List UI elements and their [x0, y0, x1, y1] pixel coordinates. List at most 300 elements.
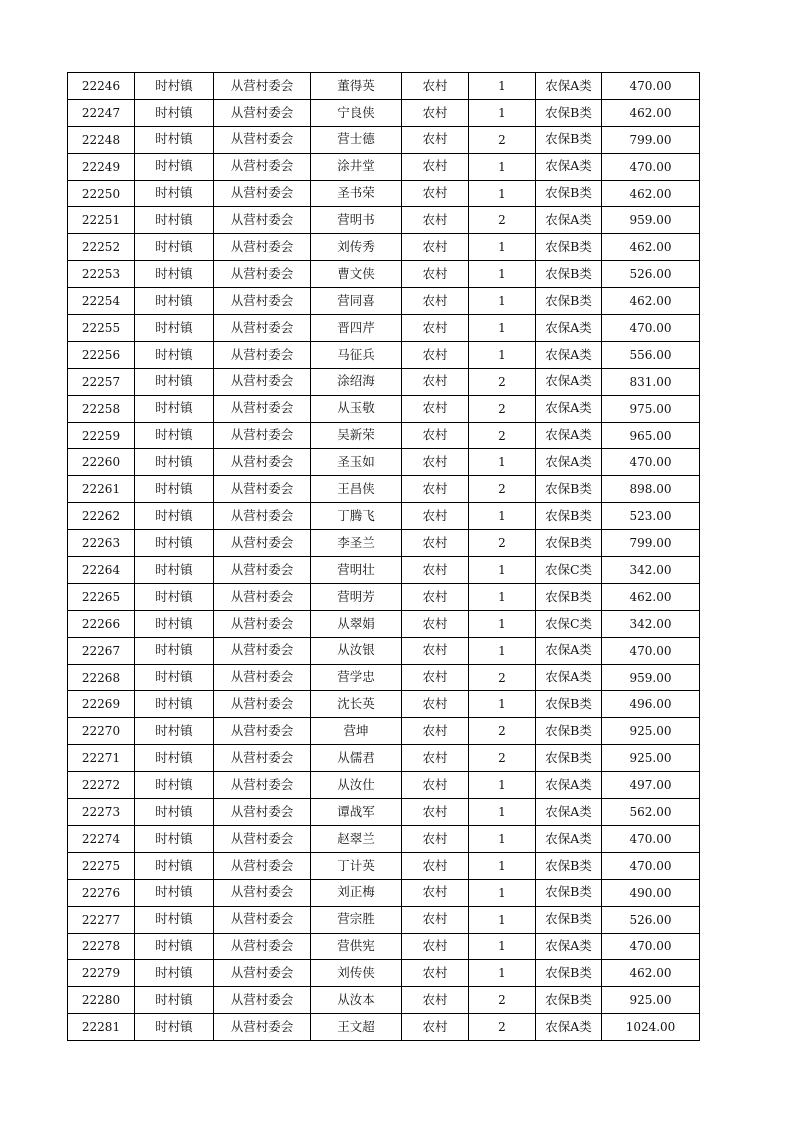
town-cell: 时村镇 — [135, 772, 214, 799]
insurance-category-cell: 农保B类 — [536, 960, 602, 987]
village-cell: 从营村委会 — [214, 745, 311, 772]
person-name-cell: 李圣兰 — [311, 530, 402, 557]
household-count-cell: 1 — [469, 261, 536, 288]
amount-cell: 562.00 — [602, 799, 700, 826]
record-id-cell: 22264 — [68, 557, 135, 584]
village-cell: 从营村委会 — [214, 476, 311, 503]
record-id-cell: 22268 — [68, 664, 135, 691]
town-cell: 时村镇 — [135, 476, 214, 503]
table-row — [68, 987, 700, 1014]
amount-cell: 831.00 — [602, 368, 700, 395]
person-name-cell: 营士德 — [311, 126, 402, 153]
person-name-cell: 晋四芹 — [311, 315, 402, 342]
village-cell: 从营村委会 — [214, 825, 311, 852]
area-type-cell: 农村 — [402, 718, 469, 745]
village-cell: 从营村委会 — [214, 422, 311, 449]
area-type-cell: 农村 — [402, 691, 469, 718]
household-count-cell: 2 — [469, 422, 536, 449]
table-row — [68, 261, 700, 288]
village-cell: 从营村委会 — [214, 153, 311, 180]
village-cell: 从营村委会 — [214, 530, 311, 557]
town-cell: 时村镇 — [135, 207, 214, 234]
village-cell: 从营村委会 — [214, 987, 311, 1014]
insurance-category-cell: 农保A类 — [536, 825, 602, 852]
village-cell: 从营村委会 — [214, 73, 311, 100]
person-name-cell: 丁腾飞 — [311, 503, 402, 530]
table-row — [68, 73, 700, 100]
household-count-cell: 1 — [469, 557, 536, 584]
household-count-cell: 2 — [469, 987, 536, 1014]
table-row — [68, 906, 700, 933]
household-count-cell: 2 — [469, 1014, 536, 1041]
person-name-cell: 从汝仕 — [311, 772, 402, 799]
town-cell: 时村镇 — [135, 933, 214, 960]
table-row — [68, 557, 700, 584]
record-id-cell: 22246 — [68, 73, 135, 100]
table-row — [68, 852, 700, 879]
insurance-category-cell: 农保A类 — [536, 422, 602, 449]
town-cell: 时村镇 — [135, 1014, 214, 1041]
insurance-category-cell: 农保A类 — [536, 799, 602, 826]
amount-cell: 925.00 — [602, 718, 700, 745]
record-id-cell: 22280 — [68, 987, 135, 1014]
insurance-category-cell: 农保C类 — [536, 610, 602, 637]
insurance-category-cell: 农保B类 — [536, 180, 602, 207]
person-name-cell: 董得英 — [311, 73, 402, 100]
record-id-cell: 22266 — [68, 610, 135, 637]
insurance-category-cell: 农保B类 — [536, 288, 602, 315]
town-cell: 时村镇 — [135, 852, 214, 879]
town-cell: 时村镇 — [135, 449, 214, 476]
person-name-cell: 涂绍海 — [311, 368, 402, 395]
amount-cell: 470.00 — [602, 315, 700, 342]
table-row — [68, 449, 700, 476]
amount-cell: 523.00 — [602, 503, 700, 530]
person-name-cell: 吴新荣 — [311, 422, 402, 449]
insurance-category-cell: 农保B类 — [536, 745, 602, 772]
record-id-cell: 22265 — [68, 583, 135, 610]
village-cell: 从营村委会 — [214, 799, 311, 826]
area-type-cell: 农村 — [402, 207, 469, 234]
household-count-cell: 1 — [469, 288, 536, 315]
town-cell: 时村镇 — [135, 261, 214, 288]
amount-cell: 497.00 — [602, 772, 700, 799]
table-row — [68, 422, 700, 449]
household-count-cell: 1 — [469, 449, 536, 476]
record-id-cell: 22276 — [68, 879, 135, 906]
amount-cell: 799.00 — [602, 126, 700, 153]
table-row — [68, 530, 700, 557]
table-row — [68, 691, 700, 718]
household-count-cell: 1 — [469, 960, 536, 987]
household-count-cell: 1 — [469, 637, 536, 664]
table-row — [68, 207, 700, 234]
town-cell: 时村镇 — [135, 422, 214, 449]
table-body — [68, 73, 700, 1041]
record-id-cell: 22249 — [68, 153, 135, 180]
town-cell: 时村镇 — [135, 126, 214, 153]
area-type-cell: 农村 — [402, 341, 469, 368]
record-id-cell: 22269 — [68, 691, 135, 718]
village-cell: 从营村委会 — [214, 261, 311, 288]
household-count-cell: 1 — [469, 852, 536, 879]
amount-cell: 342.00 — [602, 610, 700, 637]
household-count-cell: 1 — [469, 933, 536, 960]
amount-cell: 470.00 — [602, 852, 700, 879]
area-type-cell: 农村 — [402, 422, 469, 449]
household-count-cell: 2 — [469, 745, 536, 772]
town-cell: 时村镇 — [135, 315, 214, 342]
table-row — [68, 772, 700, 799]
insurance-category-cell: 农保B类 — [536, 99, 602, 126]
insurance-category-cell: 农保B类 — [536, 503, 602, 530]
area-type-cell: 农村 — [402, 395, 469, 422]
person-name-cell: 涂井堂 — [311, 153, 402, 180]
household-count-cell: 1 — [469, 583, 536, 610]
village-cell: 从营村委会 — [214, 583, 311, 610]
table-row — [68, 933, 700, 960]
village-cell: 从营村委会 — [214, 288, 311, 315]
table-row — [68, 960, 700, 987]
person-name-cell: 圣玉如 — [311, 449, 402, 476]
insurance-category-cell: 农保A类 — [536, 73, 602, 100]
household-count-cell: 1 — [469, 906, 536, 933]
village-cell: 从营村委会 — [214, 879, 311, 906]
insurance-category-cell: 农保B类 — [536, 879, 602, 906]
village-cell: 从营村委会 — [214, 395, 311, 422]
town-cell: 时村镇 — [135, 503, 214, 530]
table-row — [68, 341, 700, 368]
table-row — [68, 879, 700, 906]
record-id-cell: 22256 — [68, 341, 135, 368]
table-row — [68, 610, 700, 637]
town-cell: 时村镇 — [135, 691, 214, 718]
village-cell: 从营村委会 — [214, 99, 311, 126]
insurance-category-cell: 农保A类 — [536, 207, 602, 234]
town-cell: 时村镇 — [135, 395, 214, 422]
table-row — [68, 745, 700, 772]
table-row — [68, 718, 700, 745]
area-type-cell: 农村 — [402, 745, 469, 772]
amount-cell: 462.00 — [602, 234, 700, 261]
record-id-cell: 22254 — [68, 288, 135, 315]
person-name-cell: 刘传侠 — [311, 960, 402, 987]
person-name-cell: 赵翠兰 — [311, 825, 402, 852]
village-cell: 从营村委会 — [214, 341, 311, 368]
area-type-cell: 农村 — [402, 583, 469, 610]
record-id-cell: 22278 — [68, 933, 135, 960]
table-row — [68, 126, 700, 153]
table-row — [68, 315, 700, 342]
record-id-cell: 22251 — [68, 207, 135, 234]
town-cell: 时村镇 — [135, 73, 214, 100]
area-type-cell: 农村 — [402, 449, 469, 476]
household-count-cell: 1 — [469, 99, 536, 126]
person-name-cell: 从汝本 — [311, 987, 402, 1014]
amount-cell: 959.00 — [602, 207, 700, 234]
person-name-cell: 马征兵 — [311, 341, 402, 368]
area-type-cell: 农村 — [402, 315, 469, 342]
person-name-cell: 丁计英 — [311, 852, 402, 879]
household-count-cell: 1 — [469, 73, 536, 100]
table-row — [68, 368, 700, 395]
area-type-cell: 农村 — [402, 664, 469, 691]
amount-cell: 925.00 — [602, 745, 700, 772]
person-name-cell: 王昌侠 — [311, 476, 402, 503]
record-id-cell: 22255 — [68, 315, 135, 342]
village-cell: 从营村委会 — [214, 691, 311, 718]
amount-cell: 470.00 — [602, 73, 700, 100]
table-row — [68, 583, 700, 610]
household-count-cell: 1 — [469, 180, 536, 207]
town-cell: 时村镇 — [135, 718, 214, 745]
town-cell: 时村镇 — [135, 664, 214, 691]
record-id-cell: 22272 — [68, 772, 135, 799]
household-count-cell: 2 — [469, 126, 536, 153]
amount-cell: 898.00 — [602, 476, 700, 503]
area-type-cell: 农村 — [402, 825, 469, 852]
area-type-cell: 农村 — [402, 476, 469, 503]
table-row — [68, 288, 700, 315]
village-cell: 从营村委会 — [214, 933, 311, 960]
record-id-cell: 22262 — [68, 503, 135, 530]
village-cell: 从营村委会 — [214, 718, 311, 745]
record-id-cell: 22258 — [68, 395, 135, 422]
record-id-cell: 22250 — [68, 180, 135, 207]
amount-cell: 526.00 — [602, 906, 700, 933]
area-type-cell: 农村 — [402, 799, 469, 826]
record-id-cell: 22257 — [68, 368, 135, 395]
household-count-cell: 1 — [469, 799, 536, 826]
insurance-category-cell: 农保B类 — [536, 718, 602, 745]
household-count-cell: 1 — [469, 503, 536, 530]
record-id-cell: 22279 — [68, 960, 135, 987]
village-cell: 从营村委会 — [214, 368, 311, 395]
person-name-cell: 从玉敬 — [311, 395, 402, 422]
village-cell: 从营村委会 — [214, 906, 311, 933]
amount-cell: 462.00 — [602, 288, 700, 315]
amount-cell: 959.00 — [602, 664, 700, 691]
amount-cell: 975.00 — [602, 395, 700, 422]
household-count-cell: 1 — [469, 153, 536, 180]
amount-cell: 462.00 — [602, 99, 700, 126]
record-id-cell: 22273 — [68, 799, 135, 826]
person-name-cell: 从翠娟 — [311, 610, 402, 637]
amount-cell: 462.00 — [602, 960, 700, 987]
area-type-cell: 农村 — [402, 99, 469, 126]
amount-cell: 470.00 — [602, 825, 700, 852]
insurance-category-cell: 农保B类 — [536, 261, 602, 288]
record-id-cell: 22274 — [68, 825, 135, 852]
table-row — [68, 153, 700, 180]
person-name-cell: 沈长英 — [311, 691, 402, 718]
area-type-cell: 农村 — [402, 126, 469, 153]
town-cell: 时村镇 — [135, 879, 214, 906]
area-type-cell: 农村 — [402, 987, 469, 1014]
village-cell: 从营村委会 — [214, 557, 311, 584]
town-cell: 时村镇 — [135, 99, 214, 126]
town-cell: 时村镇 — [135, 583, 214, 610]
record-id-cell: 22260 — [68, 449, 135, 476]
insurance-category-cell: 农保A类 — [536, 341, 602, 368]
table-row — [68, 1014, 700, 1041]
table-row — [68, 99, 700, 126]
amount-cell: 342.00 — [602, 557, 700, 584]
amount-cell: 925.00 — [602, 987, 700, 1014]
area-type-cell: 农村 — [402, 610, 469, 637]
household-count-cell: 2 — [469, 718, 536, 745]
record-id-cell: 22270 — [68, 718, 135, 745]
village-cell: 从营村委会 — [214, 852, 311, 879]
household-count-cell: 1 — [469, 610, 536, 637]
village-cell: 从营村委会 — [214, 610, 311, 637]
area-type-cell: 农村 — [402, 933, 469, 960]
area-type-cell: 农村 — [402, 368, 469, 395]
amount-cell: 470.00 — [602, 933, 700, 960]
person-name-cell: 营明芳 — [311, 583, 402, 610]
amount-cell: 496.00 — [602, 691, 700, 718]
record-id-cell: 22281 — [68, 1014, 135, 1041]
town-cell: 时村镇 — [135, 180, 214, 207]
area-type-cell: 农村 — [402, 288, 469, 315]
town-cell: 时村镇 — [135, 368, 214, 395]
area-type-cell: 农村 — [402, 153, 469, 180]
table-row — [68, 664, 700, 691]
person-name-cell: 从汝银 — [311, 637, 402, 664]
insurance-category-cell: 农保B类 — [536, 530, 602, 557]
village-cell: 从营村委会 — [214, 637, 311, 664]
household-count-cell: 2 — [469, 664, 536, 691]
amount-cell: 1024.00 — [602, 1014, 700, 1041]
person-name-cell: 营学忠 — [311, 664, 402, 691]
village-cell: 从营村委会 — [214, 1014, 311, 1041]
town-cell: 时村镇 — [135, 530, 214, 557]
insurance-category-cell: 农保A类 — [536, 315, 602, 342]
table-row — [68, 395, 700, 422]
person-name-cell: 宁良侠 — [311, 99, 402, 126]
town-cell: 时村镇 — [135, 557, 214, 584]
area-type-cell: 农村 — [402, 530, 469, 557]
insurance-category-cell: 农保B类 — [536, 852, 602, 879]
amount-cell: 799.00 — [602, 530, 700, 557]
area-type-cell: 农村 — [402, 772, 469, 799]
insurance-category-cell: 农保A类 — [536, 933, 602, 960]
insurance-category-cell: 农保B类 — [536, 906, 602, 933]
table-row — [68, 234, 700, 261]
village-cell: 从营村委会 — [214, 126, 311, 153]
record-id-cell: 22277 — [68, 906, 135, 933]
town-cell: 时村镇 — [135, 987, 214, 1014]
household-count-cell: 2 — [469, 368, 536, 395]
record-id-cell: 22263 — [68, 530, 135, 557]
area-type-cell: 农村 — [402, 1014, 469, 1041]
village-cell: 从营村委会 — [214, 449, 311, 476]
person-name-cell: 刘传秀 — [311, 234, 402, 261]
town-cell: 时村镇 — [135, 341, 214, 368]
amount-cell: 965.00 — [602, 422, 700, 449]
table-row — [68, 825, 700, 852]
area-type-cell: 农村 — [402, 261, 469, 288]
insurance-category-cell: 农保A类 — [536, 664, 602, 691]
town-cell: 时村镇 — [135, 234, 214, 261]
table-row — [68, 503, 700, 530]
town-cell: 时村镇 — [135, 799, 214, 826]
record-id-cell: 22247 — [68, 99, 135, 126]
insurance-category-cell: 农保A类 — [536, 1014, 602, 1041]
insurance-category-cell: 农保A类 — [536, 368, 602, 395]
table-row — [68, 476, 700, 503]
amount-cell: 462.00 — [602, 583, 700, 610]
insurance-category-cell: 农保A类 — [536, 395, 602, 422]
insurance-category-cell: 农保A类 — [536, 772, 602, 799]
town-cell: 时村镇 — [135, 610, 214, 637]
area-type-cell: 农村 — [402, 960, 469, 987]
person-name-cell: 营宗胜 — [311, 906, 402, 933]
village-cell: 从营村委会 — [214, 207, 311, 234]
record-id-cell: 22267 — [68, 637, 135, 664]
town-cell: 时村镇 — [135, 825, 214, 852]
village-cell: 从营村委会 — [214, 960, 311, 987]
insurance-category-cell: 农保A类 — [536, 637, 602, 664]
area-type-cell: 农村 — [402, 637, 469, 664]
amount-cell: 470.00 — [602, 637, 700, 664]
record-id-cell: 22271 — [68, 745, 135, 772]
person-name-cell: 圣书荣 — [311, 180, 402, 207]
village-cell: 从营村委会 — [214, 664, 311, 691]
beneficiary-table — [67, 72, 700, 1041]
amount-cell: 470.00 — [602, 153, 700, 180]
household-count-cell: 1 — [469, 315, 536, 342]
area-type-cell: 农村 — [402, 234, 469, 261]
person-name-cell: 营供宪 — [311, 933, 402, 960]
area-type-cell: 农村 — [402, 73, 469, 100]
household-count-cell: 1 — [469, 825, 536, 852]
household-count-cell: 2 — [469, 395, 536, 422]
household-count-cell: 1 — [469, 691, 536, 718]
area-type-cell: 农村 — [402, 852, 469, 879]
insurance-category-cell: 农保A类 — [536, 449, 602, 476]
area-type-cell: 农村 — [402, 503, 469, 530]
insurance-category-cell: 农保B类 — [536, 987, 602, 1014]
insurance-category-cell: 农保B类 — [536, 234, 602, 261]
person-name-cell: 王文超 — [311, 1014, 402, 1041]
amount-cell: 556.00 — [602, 341, 700, 368]
household-count-cell: 1 — [469, 341, 536, 368]
person-name-cell: 从儒君 — [311, 745, 402, 772]
record-id-cell: 22275 — [68, 852, 135, 879]
record-id-cell: 22248 — [68, 126, 135, 153]
insurance-category-cell: 农保B类 — [536, 691, 602, 718]
household-count-cell: 2 — [469, 207, 536, 234]
household-count-cell: 1 — [469, 879, 536, 906]
amount-cell: 526.00 — [602, 261, 700, 288]
table-row — [68, 637, 700, 664]
insurance-category-cell: 农保B类 — [536, 126, 602, 153]
table-row — [68, 799, 700, 826]
village-cell: 从营村委会 — [214, 503, 311, 530]
amount-cell: 470.00 — [602, 449, 700, 476]
record-id-cell: 22259 — [68, 422, 135, 449]
record-id-cell: 22261 — [68, 476, 135, 503]
household-count-cell: 1 — [469, 234, 536, 261]
person-name-cell: 谭战军 — [311, 799, 402, 826]
person-name-cell: 营同喜 — [311, 288, 402, 315]
area-type-cell: 农村 — [402, 906, 469, 933]
insurance-category-cell: 农保B类 — [536, 476, 602, 503]
village-cell: 从营村委会 — [214, 315, 311, 342]
insurance-category-cell: 农保B类 — [536, 583, 602, 610]
person-name-cell: 刘正梅 — [311, 879, 402, 906]
